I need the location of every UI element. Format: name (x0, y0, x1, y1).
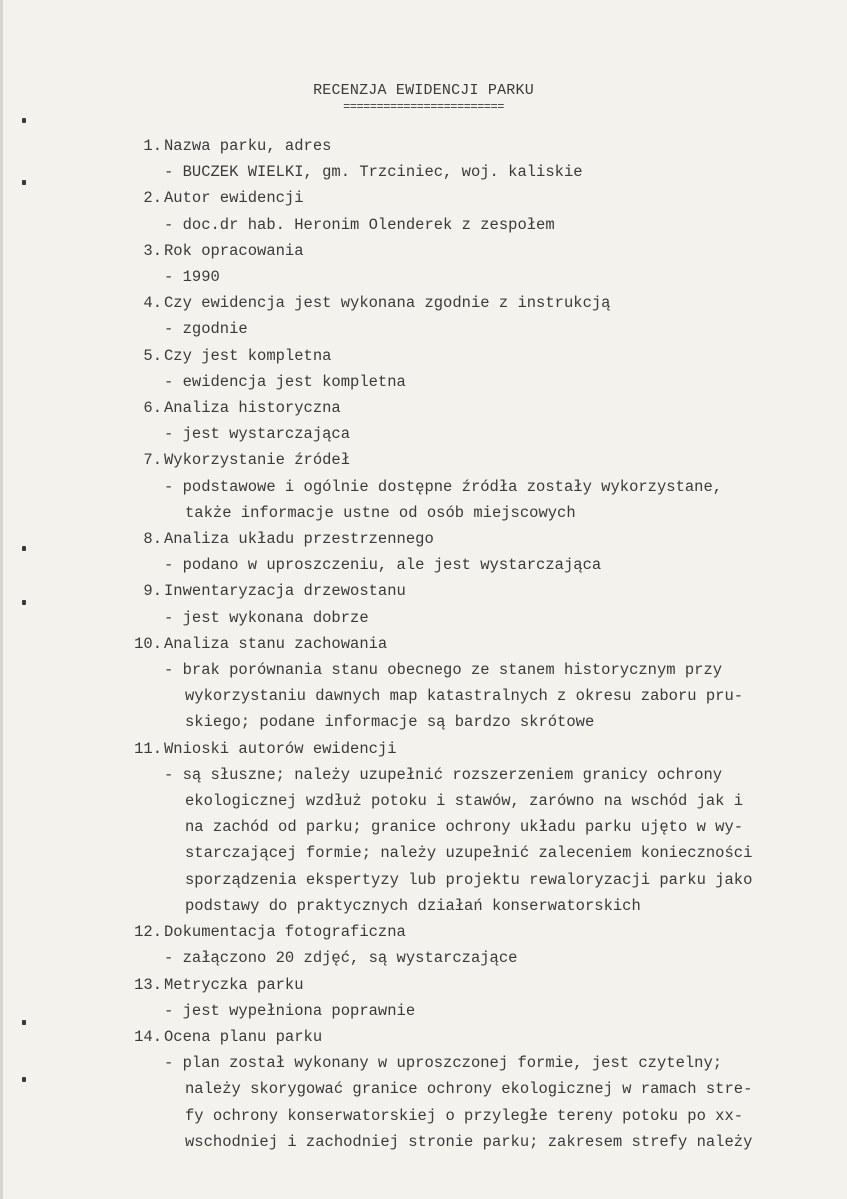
item-answer: - doc.dr hab. Heronim Olenderek z zespołem (164, 215, 555, 234)
binding-mark (22, 118, 26, 123)
list-item (112, 447, 832, 526)
item-label: Wnioski autorów ewidencji (164, 739, 397, 758)
item-answer: - 1990 (164, 268, 220, 287)
item-label: Autor ewidencji (164, 189, 304, 208)
item-number: 4. (143, 294, 162, 313)
item-number: 3. (143, 241, 162, 260)
list-item (112, 578, 832, 630)
binding-mark (22, 1077, 26, 1082)
item-number: 5. (143, 346, 162, 365)
item-number: 13. (134, 975, 162, 994)
item-label: Analiza historyczna (164, 399, 341, 418)
item-answer-continued: skiego; podane informacje są bardzo skrótowe (185, 713, 595, 732)
item-label: Inwentaryzacja drzewostanu (164, 582, 406, 601)
item-answer-continued: podstawy do praktycznych działań konserwatorskich (185, 896, 641, 915)
item-label: Wykorzystanie źródeł (164, 451, 351, 470)
list-item (112, 631, 832, 736)
item-number: 10. (134, 634, 162, 653)
item-label: Analiza układu przestrzennego (164, 530, 434, 549)
item-answer-continued: ekologicznej wzdłuż potoku i stawów, zarówno na wschód jak i (185, 792, 744, 811)
item-answer: - zgodnie (164, 320, 248, 339)
item-answer: - jest wystarczająca (164, 425, 351, 444)
list-item (112, 343, 832, 395)
title-underline: ======================== (343, 100, 504, 114)
binding-mark (22, 546, 26, 551)
item-answer-continued: należy skorygować granice ochrony ekologicznej w ramach stre- (185, 1080, 753, 1099)
list-item (112, 919, 832, 971)
item-answer: - są słuszne; należy uzupełnić rozszerzeniem granicy ochrony (164, 765, 723, 784)
item-number: 6. (143, 399, 162, 418)
list-item (112, 185, 832, 237)
document-title: RECENZJA EWIDENCJI PARKU (313, 82, 534, 99)
list-item (112, 238, 832, 290)
item-label: Czy ewidencja jest wykonana zgodnie z instrukcją (164, 294, 611, 313)
item-number: 7. (143, 451, 162, 470)
list-item (112, 526, 832, 578)
item-number: 1. (143, 137, 162, 155)
item-answer-continued: wykorzystaniu dawnych map katastralnych z okresu zaboru pru- (185, 687, 744, 706)
item-number: 8. (143, 530, 162, 549)
item-label: Nazwa parku, adres (164, 137, 332, 155)
list-item (112, 972, 832, 1024)
item-answer: - załączono 20 zdjęć, są wystarczające (164, 949, 518, 968)
item-number: 12. (134, 923, 162, 942)
item-label: Dokumentacja fotograficzna (164, 923, 406, 942)
item-answer-continued: starczającej formie; należy uzupełnić zaleceniem konieczności (185, 844, 753, 863)
list-item (112, 133, 832, 185)
item-answer: - plan został wykonany w uproszczonej formie, jest czytelny; (164, 1054, 723, 1073)
list-item (112, 395, 832, 447)
item-number: 2. (143, 189, 162, 208)
item-number: 14. (134, 1027, 162, 1046)
item-answer-continued: fy ochrony konserwatorskiej o przyległe tereny potoku po xx- (185, 1106, 744, 1125)
binding-mark (22, 600, 26, 605)
item-label: Ocena planu parku (164, 1027, 323, 1046)
item-answer: - podano w uproszczeniu, ale jest wystarczająca (164, 556, 602, 575)
item-answer: - ewidencja jest kompletna (164, 372, 406, 391)
page-edge (0, 0, 3, 1199)
item-label: Czy jest kompletna (164, 346, 332, 365)
item-number: 11. (134, 739, 162, 758)
item-answer: - podstawowe i ogólnie dostępne źródła zostały wykorzystane, (164, 477, 723, 496)
list-item (112, 736, 832, 919)
item-answer-continued: sporządzenia ekspertyzy lub projektu rewaloryzacji parku jako (185, 870, 753, 889)
item-answer: - jest wykonana dobrze (164, 608, 369, 627)
binding-mark (22, 1020, 26, 1025)
item-answer: - brak porównania stanu obecnego ze stanem historycznym przy (164, 661, 723, 680)
list-item (112, 1024, 832, 1155)
item-answer-continued: także informacje ustne od osób miejscowych (185, 503, 576, 522)
item-answer: - BUCZEK WIELKI, gm. Trzciniec, woj. kaliskie (164, 163, 583, 182)
item-label: Rok opracowania (164, 241, 304, 260)
item-label: Analiza stanu zachowania (164, 634, 388, 653)
item-answer: - jest wypełniona poprawnie (164, 1001, 416, 1020)
item-number: 9. (143, 582, 162, 601)
item-answer-continued: wschodniej i zachodniej stronie parku; zakresem strefy należy (185, 1132, 753, 1151)
review-list (112, 133, 832, 1155)
item-label: Metryczka parku (164, 975, 304, 994)
item-answer-continued: na zachód od parku; granice ochrony układu parku ujęto w wy- (185, 818, 744, 837)
list-item (112, 290, 832, 342)
binding-mark (22, 180, 26, 185)
